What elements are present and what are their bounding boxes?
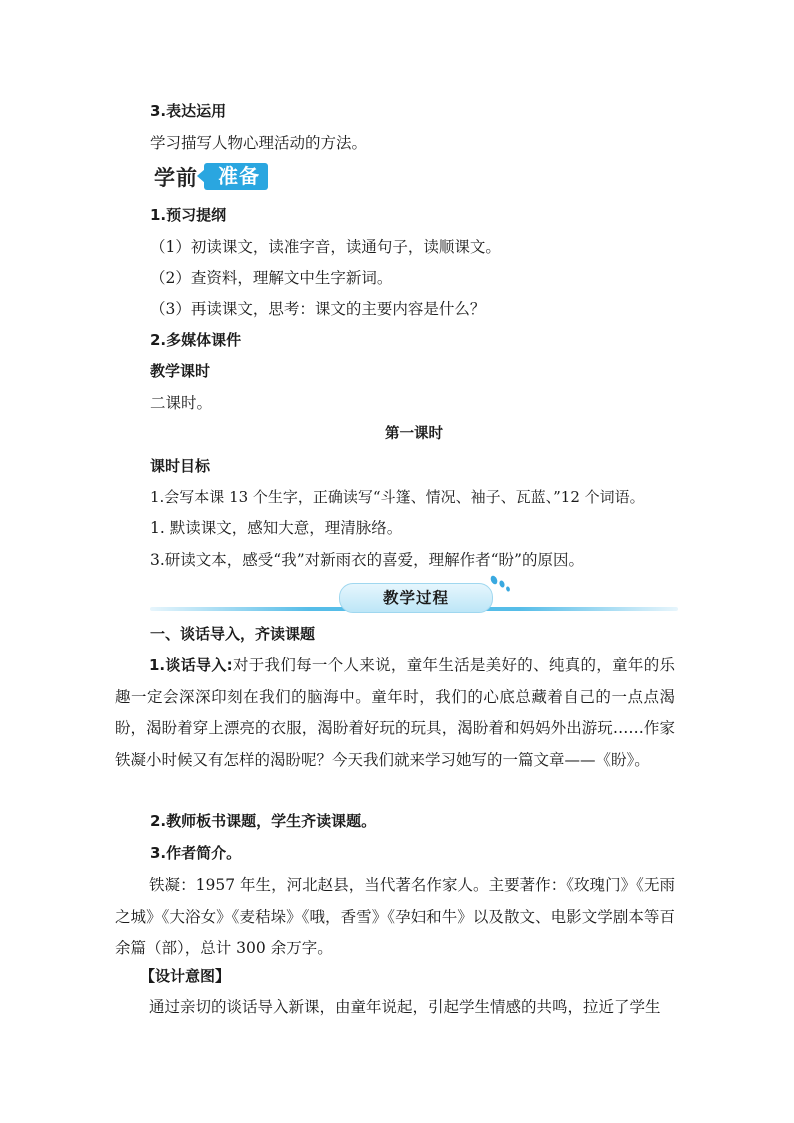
media-heading: 2.多媒体课件: [150, 331, 242, 349]
section3-heading: 3.表达运用: [150, 102, 227, 120]
section3-text: 学习描写人物心理活动的方法。: [150, 134, 368, 152]
goal-item: 1. 默读课文，感知大意，理清脉络。: [150, 519, 403, 537]
lesson-title: 第一课时: [385, 426, 443, 442]
intro-text: 对于我们每一个人来说，童年生活是美好的、纯真的，童年的乐趣一定会深深印刻在我们的脑海中。童年时，我们的心底总藏着自己的一点点渴盼，渴盼着穿上漂亮的衣服，渴盼着好玩的玩具，渴盼着和妈妈外出游玩……作家铁凝小时候又有怎样的渴盼呢？今天我们就来学习她写的一篇文章——《盼》。: [115, 656, 675, 769]
author-paragraph: 铁凝：1957 年生，河北赵县，当代著名作家人。主要著作：《玫瑰门》《无雨之城》《大浴女》《麦秸垛》《哦，香雪》《孕妇和牛》以及散文、电影文学剧本等百余篇（部），总计 300 余万字。: [115, 876, 675, 957]
outline-item: （3）再读课文，思考：课文的主要内容是什么？: [150, 300, 486, 318]
goals-heading: 课时目标: [150, 457, 211, 475]
part1-heading: 一、谈话导入，齐读课题: [150, 625, 316, 643]
outline-item: （1）初读课文，读准字音，读通句子，读顺课文。: [150, 238, 501, 256]
intro-label: 1.谈话导入:: [149, 656, 233, 674]
goal-item: 3.研读文本，感受“我”对新雨衣的喜爱，理解作者“盼”的原因。: [150, 551, 584, 569]
process-banner-label: 教学过程: [382, 589, 449, 607]
prep-badge-right: 准备: [204, 163, 268, 190]
goal-item: 1.会写本课 13 个生字，正确读写“斗篷、情况、袖子、瓦蓝、”12 个词语。: [150, 488, 645, 506]
process-banner: [150, 578, 678, 614]
step3: 3.作者简介。: [150, 844, 242, 862]
outline-item: （2）查资料，理解文中生字新词。: [150, 269, 393, 287]
design-paragraph: 通过亲切的谈话导入新课，由童年说起，引起学生情感的共鸣，拉近了学生: [149, 998, 661, 1016]
hours-heading: 教学课时: [150, 362, 211, 380]
design-heading: 【设计意图】: [140, 967, 231, 985]
outline-heading: 1.预习提纲: [150, 206, 227, 224]
intro-paragraph: [115, 650, 675, 776]
hours-text: 二课时。: [150, 394, 213, 412]
prep-badge: [150, 160, 268, 193]
step2: 2.教师板书课题，学生齐读课题。: [150, 812, 377, 830]
prep-badge-left: 学前: [154, 165, 198, 190]
droplets-icon: [483, 572, 513, 596]
